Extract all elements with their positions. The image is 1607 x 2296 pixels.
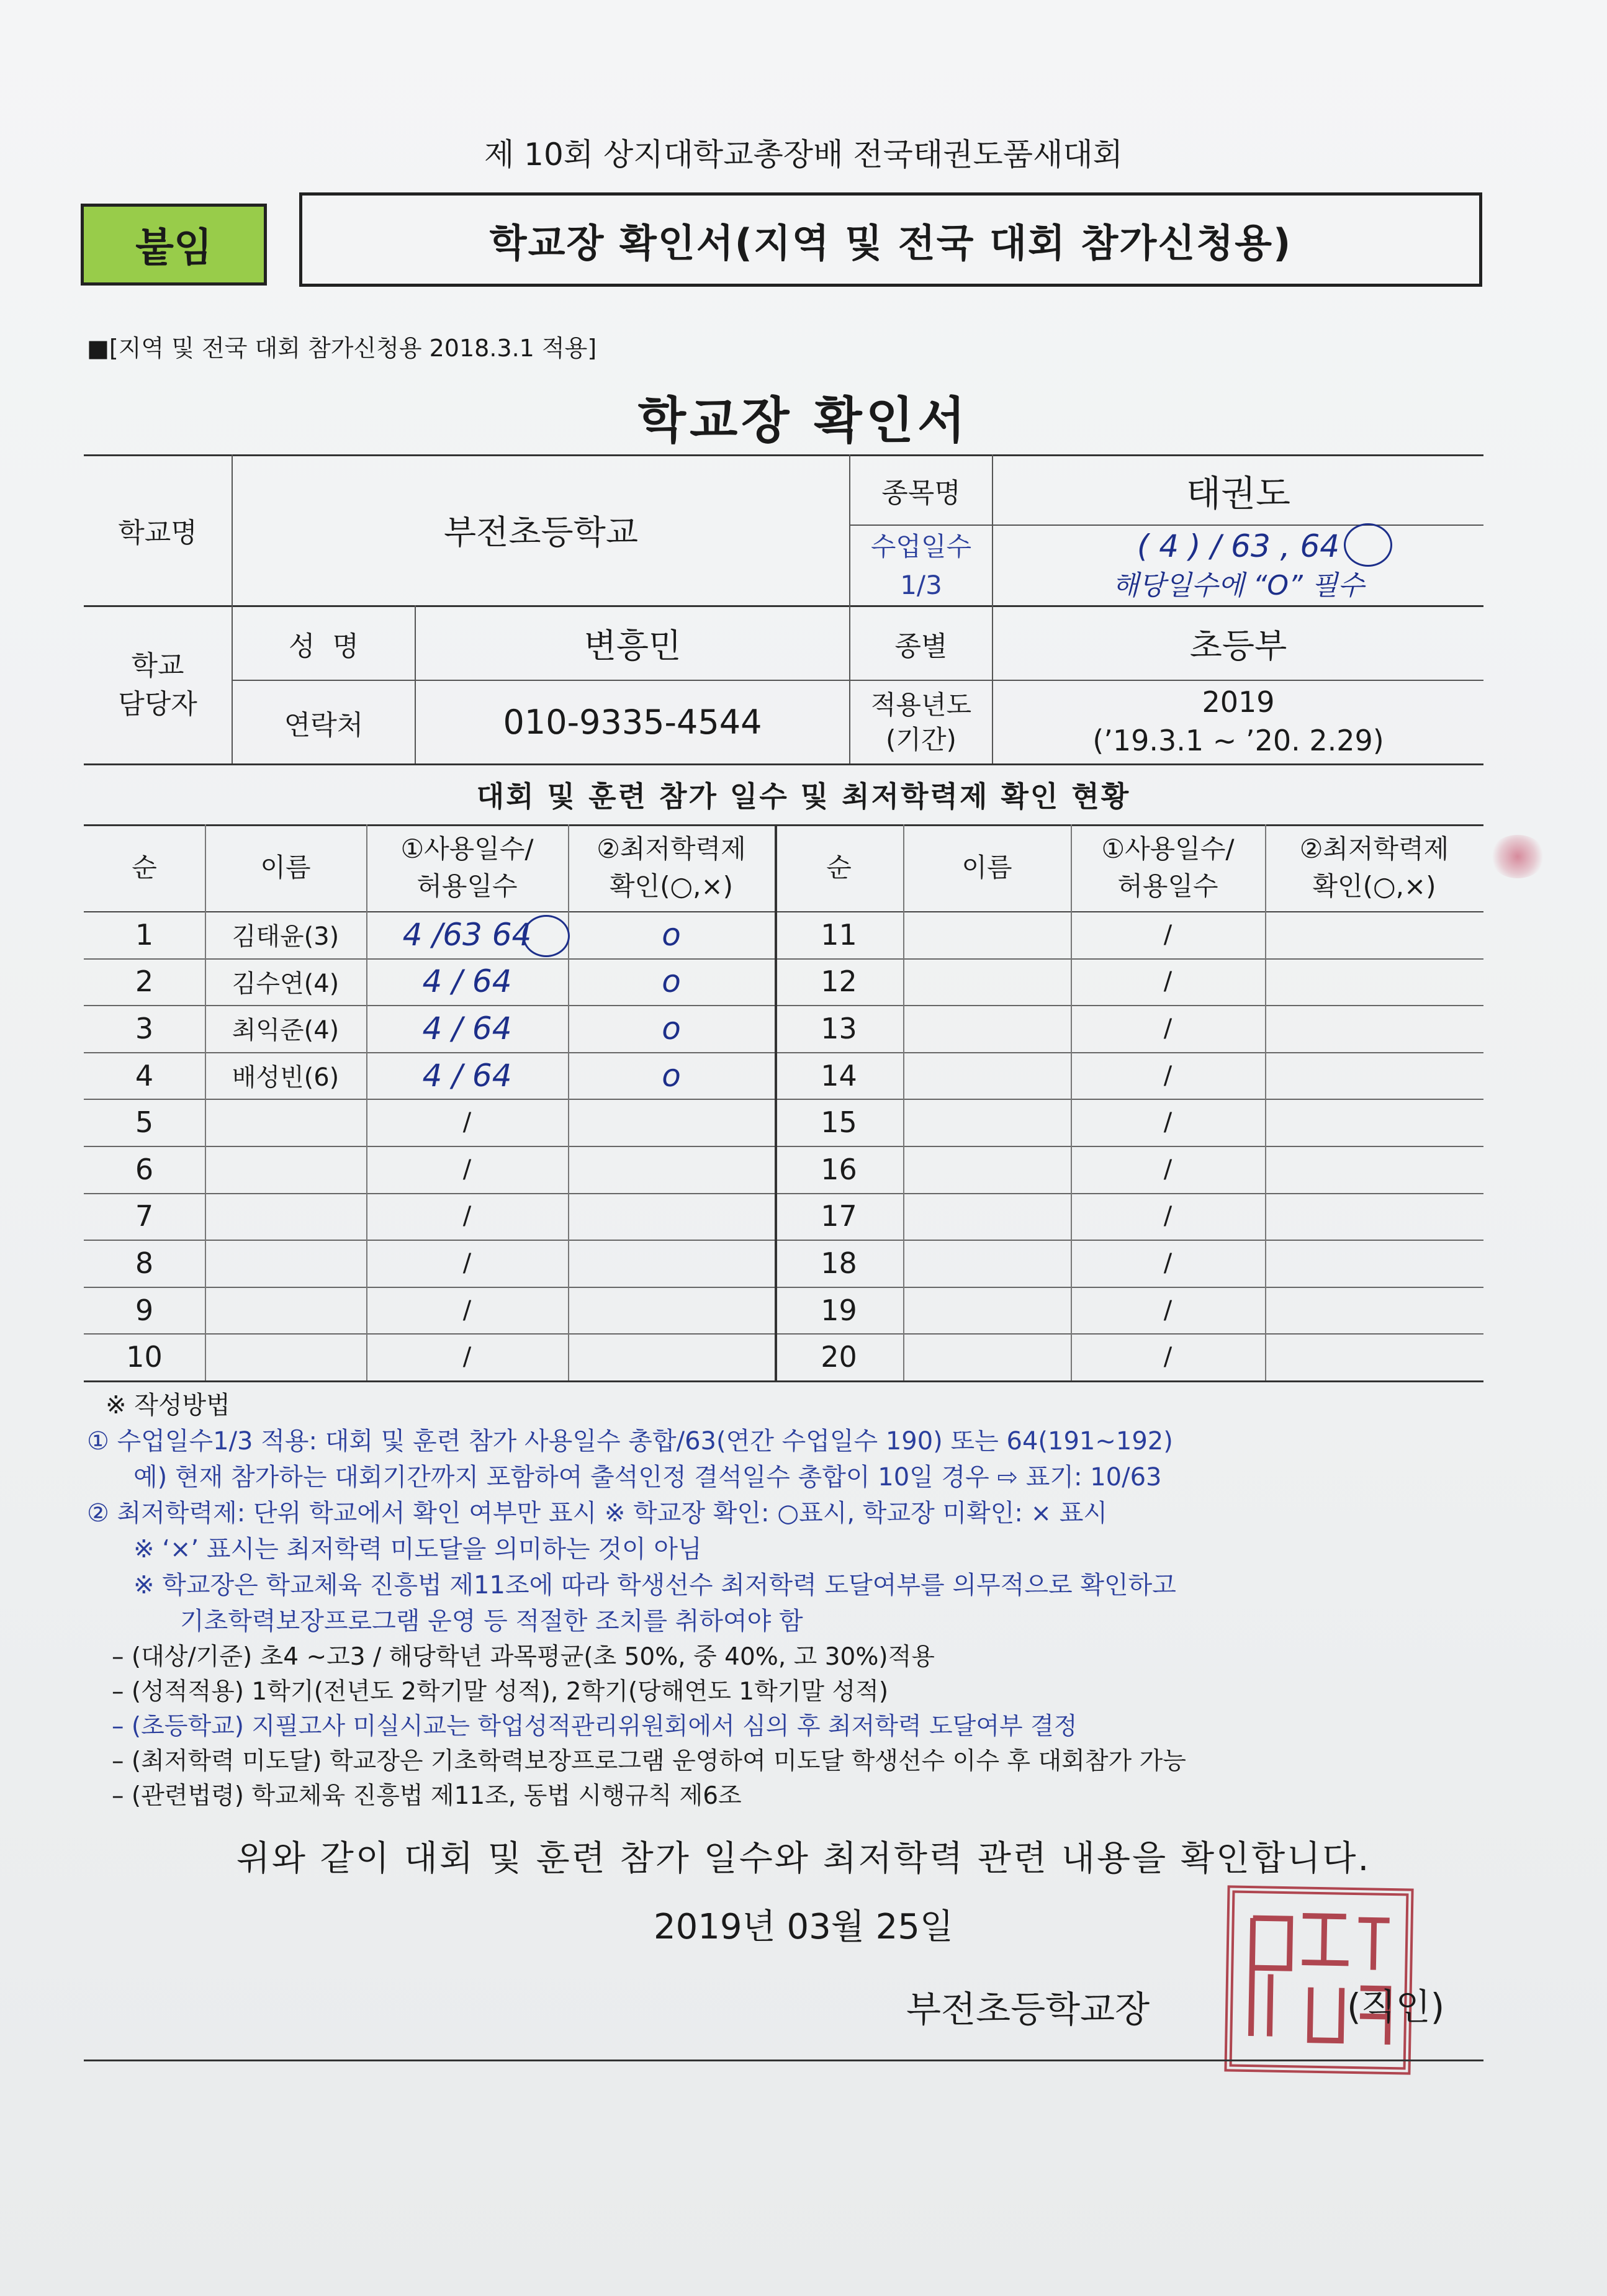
table-title: 대회 및 훈련 참가 일수 및 최저학력제 확인 현황 [476,780,1131,813]
table-cell-check2 [1265,1146,1483,1193]
table-cell-no2: 15 [821,1105,857,1140]
table-cell-check2 [1265,1333,1483,1380]
table-cell-days: / [462,1108,472,1137]
table-cell-days: 4 /63 64 [402,916,532,953]
table-cell-check [568,1240,775,1287]
class-days-note: 해당일수에 “O” 필수 [1112,570,1364,601]
table-cell-name [205,1240,366,1287]
table-cell-no: 2 [135,965,154,999]
table-cell-name: 최익준(4) [232,1016,340,1045]
table-cell-name2 [903,1193,1071,1240]
table-cell-days: / [462,1155,472,1184]
table-cell-days: / [462,1295,472,1325]
table-cell-no2: 20 [821,1340,857,1374]
table-cell-name [205,1287,366,1334]
table-cell-days2: / [1163,1248,1173,1277]
confirmation-statement: 위와 같이 대회 및 훈련 참가 일수와 최저학력 관련 내용을 확인합니다. [236,1839,1371,1879]
table-cell-name2 [903,911,1071,958]
table-cell-name2 [903,1005,1071,1052]
table-cell-name2 [903,1240,1071,1287]
table-cell-check: o [662,1057,681,1094]
table-cell-name [205,1099,366,1146]
table-header-cell: ②최저학력제 확인(○,×) [1299,834,1449,901]
table-cell-no2: 13 [821,1011,857,1045]
staff-contact: 010-9335-4544 [503,703,762,742]
table-cell-days2: / [1163,1014,1173,1043]
table-cell-name2 [903,1099,1071,1146]
table-cell-days: / [462,1202,472,1231]
table-cell-days2: / [1163,1202,1173,1231]
table-cell-days2: / [1163,1295,1173,1325]
table-cell-no: 4 [135,1058,154,1092]
table-cell-days2: / [1163,1343,1173,1372]
detail-4: – (최저학력 미도달) 학교장은 기초학력보장프로그램 운영하여 미도달 학생선수 이수 후 대회참가 가능 [112,1747,1186,1775]
class-days-label: 수업일수 1/3 [870,531,972,600]
applicability-note: ■[지역 및 전국 대회 참가신청용 2018.3.1 적용] [87,335,597,362]
table-cell-no2: 11 [821,917,857,952]
attachment-tag: 붙임 [81,204,267,286]
event-label: 종목명 [881,477,961,509]
table-cell-name: 김수연(4) [232,969,340,998]
table-cell-check2 [1265,958,1483,1006]
table-cell-days: 4 / 64 [422,1010,512,1047]
table-cell-check2 [1265,1052,1483,1099]
note-4a: ※ 학교장은 학교체육 진흥법 제11조에 따라 학생선수 최저학력 도달여부를 의무적으로 확인하고 [133,1571,1176,1600]
table-cell-days2: / [1163,1061,1173,1090]
table-header-cell: ②최저학력제 확인(○,×) [596,834,746,901]
table-cell-check: o [662,963,681,1000]
table-cell-days: / [462,1248,472,1277]
table-cell-check [568,1099,775,1146]
table-cell-check [568,1193,775,1240]
table-cell-no2: 12 [821,965,857,999]
form-title: 학교장 확인서(지역 및 전국 대회 참가신청용) [299,192,1482,287]
table-cell-check2 [1265,911,1483,958]
year-label: 적용년도 (기간) [870,689,972,755]
table-cell-name2 [903,1333,1071,1380]
table-cell-check2 [1265,1287,1483,1334]
note-2: ② 최저학력제: 단위 학교에서 확인 여부만 표시 ※ 학교장 확인: ○표시, 학교장 미확인: × 표시 [87,1499,1108,1528]
table-cell-days: / [462,1343,472,1372]
table-rule [84,1380,1483,1382]
staff-name: 변흥민 [583,626,682,665]
table-cell-check2 [1265,1005,1483,1052]
staff-label: 학교 담당자 [118,650,197,720]
table-cell-days2: / [1163,1108,1173,1137]
note-4b: 기초학력보장프로그램 운영 등 적절한 조치를 취하여야 함 [180,1607,803,1636]
table-cell-no2: 14 [821,1058,857,1092]
table-cell-check [568,1287,775,1334]
class-days-value [993,526,1483,606]
table-cell-name [205,1333,366,1380]
event-title: 제 10회 상지대학교총장배 전국태권도품새대회 [484,137,1123,173]
principal-title: 부전초등학교장 [906,1988,1150,2030]
detail-2: – (성적적용) 1학기(전년도 2학기말 성적), 2학기(당해연도 1학기말 성적) [112,1678,889,1706]
class-days-count: ( 4 ) / 63 , 64 [1137,528,1340,564]
selected-64-circle [1344,523,1392,567]
seal-label: (직인) [1347,1986,1445,2028]
table-cell-no: 6 [135,1152,154,1186]
table-header-cell: ①사용일수/ 허용일수 [400,834,534,901]
table-cell-no2: 16 [821,1152,857,1186]
notes-title: ※ 작성방법 [106,1391,230,1420]
detail-3: – (초등학교) 지필고사 미실시교는 학업성적관리위원회에서 심의 후 최저학력 도달여부 결정 [112,1713,1078,1740]
table-cell-no: 3 [135,1011,154,1045]
table-cell-no2: 19 [821,1293,857,1327]
table-cell-check2 [1265,1099,1483,1146]
table-cell-days2: / [1163,1155,1173,1184]
table-header-cell: 이름 [961,852,1012,883]
table-cell-no: 9 [135,1293,154,1327]
year-value: 2019 (’19.3.1 ~ ’20. 2.29) [1092,685,1384,757]
detail-5: – (관련법령) 학교체육 진흥법 제11조, 동법 시행규칙 제6조 [112,1782,742,1810]
table-cell-name: 김태윤(3) [232,922,340,952]
table-cell-name [205,1146,366,1193]
table-header-cell: ①사용일수/ 허용일수 [1101,834,1235,901]
division-label: 종별 [894,630,948,662]
table-cell-check [568,1333,775,1380]
table-cell-name [205,1193,366,1240]
table-cell-no: 5 [135,1105,154,1140]
school-name-label: 학교명 [118,516,197,549]
table-cell-no: 7 [135,1199,154,1233]
note-1b: 예) 현재 참가하는 대회기간까지 포함하여 출석인정 결석일수 총합이 10일 경우 ⇨ 표기: 10/63 [133,1463,1162,1492]
table-cell-name: 배성빈(6) [232,1063,340,1092]
table-cell-check2 [1265,1240,1483,1287]
table-cell-check2 [1265,1193,1483,1240]
table-cell-days2: / [1163,920,1173,949]
table-cell-name2 [903,958,1071,1006]
event-value: 태권도 [1186,472,1291,515]
table-cell-check [568,1146,775,1193]
table-cell-no2: 17 [821,1199,857,1233]
table-header-cell: 이름 [260,852,311,883]
table-header-cell: 순 [132,852,157,883]
table-cell-days: 4 / 64 [422,963,512,1000]
table-cell-name2 [903,1146,1071,1193]
table-cell-check: o [662,1010,681,1047]
contact-label: 연락처 [284,709,364,741]
table-header-cell: 순 [826,852,852,883]
table-cell-name2 [903,1052,1071,1099]
signing-date: 2019년 03월 25일 [654,1907,953,1947]
division-value: 초등부 [1189,626,1287,665]
table-cell-name2 [903,1287,1071,1334]
school-name: 부전초등학교 [444,513,638,552]
table-cell-no: 10 [126,1340,163,1374]
table-cell-no: 8 [135,1246,154,1280]
note-3: ※ ‘×’ 표시는 최저학력 미도달을 의미하는 것이 아님 [133,1535,702,1564]
note-1a: ① 수업일수1/3 적용: 대회 및 훈련 참가 사용일수 총합/63(연간 수업일수 190) 또는 64(191~192) [87,1427,1173,1456]
table-cell-check: o [662,916,681,953]
table-cell-days2: / [1163,967,1173,996]
row1-circle-mark [523,915,570,957]
table-cell-no2: 18 [821,1246,857,1280]
name-label: 성 명 [289,630,359,662]
ink-smudge [1490,835,1546,878]
detail-1: – (대상/기준) 초4 ~고3 / 해당학년 과목평균(초 50%, 중 40%, 고 30%)적용 [112,1643,935,1671]
document-title: 학교장 확인서 [637,391,970,449]
table-cell-no: 1 [135,917,154,952]
table-cell-days: 4 / 64 [422,1057,512,1094]
